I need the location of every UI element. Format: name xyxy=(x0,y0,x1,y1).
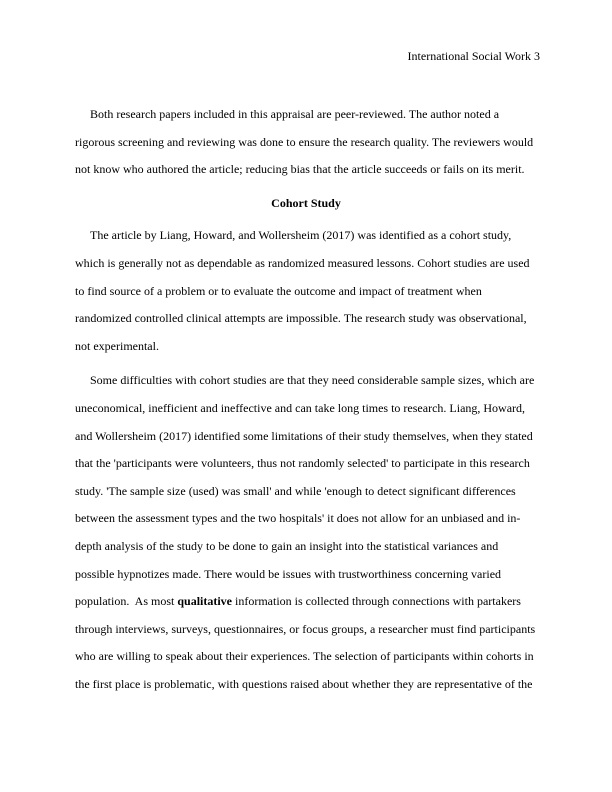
text-line: that the 'participants were volunteers, thus not randomly selected' to participate in this research xyxy=(75,456,530,471)
document-body xyxy=(75,101,537,698)
text-line: The article by Liang, Howard, and Wollersheim (2017) was identified as a cohort study, xyxy=(90,228,512,243)
paragraph-cohort-difficulties xyxy=(75,367,537,698)
text-line: Some difficulties with cohort studies are that they need considerable sample sizes, which are xyxy=(90,373,535,388)
paragraph-peer-review xyxy=(75,101,537,184)
text-line: the first place is problematic, with questions raised about whether they are representative of the xyxy=(75,676,533,691)
text-line: which is generally not as dependable as randomized measured lessons. Cohort studies are used xyxy=(75,255,530,270)
section-heading: Cohort Study xyxy=(271,195,341,210)
text-line-with-bold xyxy=(75,588,537,616)
text-run: population. As most xyxy=(75,594,178,609)
text-line: and Wollersheim (2017) identified some limitations of their study themselves, when they stated xyxy=(75,428,533,443)
text-line: depth analysis of the study to be done to gain an insight into the statistical variances and xyxy=(75,538,499,553)
text-line: to find source of a problem or to evaluate the outcome and impact of treatment when xyxy=(75,283,482,298)
text-line: not experimental. xyxy=(75,338,159,353)
text-line: who are willing to speak about their experiences. The selection of participants within cohorts in xyxy=(75,649,534,664)
paragraph-gap xyxy=(75,360,537,367)
text-line: through interviews, surveys, questionnaires, or focus groups, a researcher must find participants xyxy=(75,621,536,636)
text-line: rigorous screening and reviewing was done to ensure the research quality. The reviewers would xyxy=(75,134,534,149)
text-line: possible hypnotizes made. There would be issues with trustworthiness concerning varied xyxy=(75,566,502,581)
running-head: International Social Work 3 xyxy=(407,49,540,63)
text-run: information is collected through connections with partakers xyxy=(232,594,521,609)
text-line: Both research papers included in this appraisal are peer-reviewed. The author noted a xyxy=(90,107,500,121)
text-line: not know who authored the article; reducing bias that the article succeeds or fails on its merit. xyxy=(75,162,525,177)
bold-term: qualitative xyxy=(177,594,233,609)
text-line: randomized controlled clinical attempts are impossible. The research study was observational, xyxy=(75,311,527,326)
text-line: study. 'The sample size (used) was small' and while 'enough to detect significant differences xyxy=(75,483,516,498)
text-line: uneconomical, inefficient and ineffective and can take long times to research. Liang, Howard, xyxy=(75,400,526,415)
paragraph-cohort-intro xyxy=(75,222,537,360)
text-line: between the assessment types and the two hospitals' it does not allow for an unbiased and in- xyxy=(75,511,521,526)
